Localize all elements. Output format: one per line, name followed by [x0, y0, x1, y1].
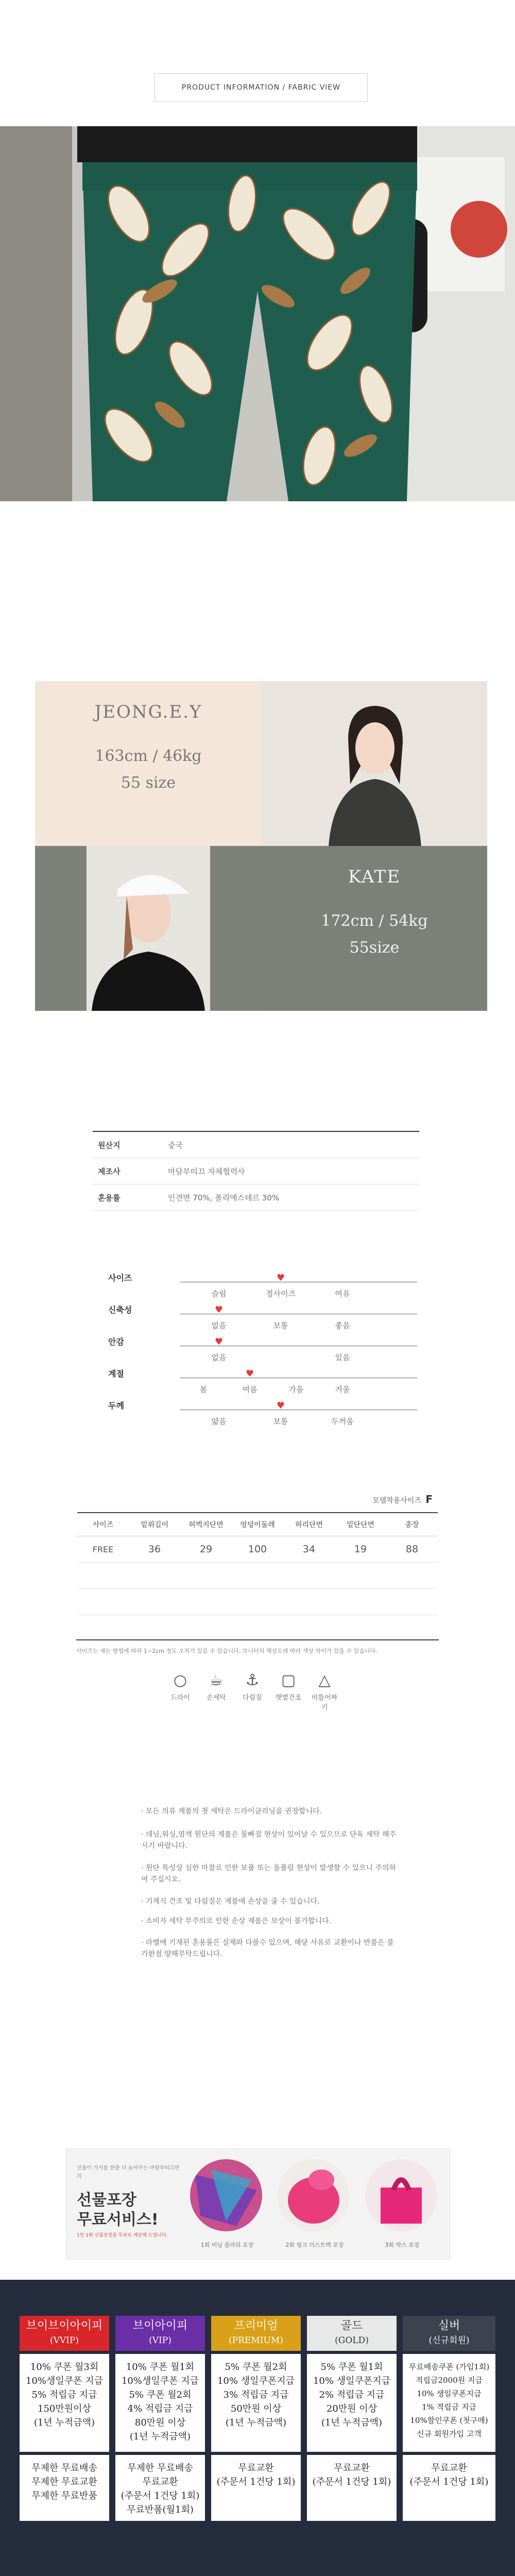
info-value: 인견면 70%, 폴리에스테르 30% — [168, 1193, 280, 1202]
scale-option: 정사이즈 — [266, 1289, 296, 1298]
size-header-cell: 허벅지단면 — [188, 1521, 224, 1529]
benefit-line: 5% 쿠폰 월2회 — [129, 2389, 192, 2400]
scale-option: 좋음 — [335, 1321, 350, 1330]
scale-option: 있음 — [335, 1353, 350, 1362]
benefit-line: 10% 생일쿠폰지급 — [217, 2376, 295, 2386]
grade-vvip — [20, 2316, 109, 2521]
benefit-line: 50만원 이상 — [230, 2403, 282, 2414]
extra-line: 무제한 무료배송 — [31, 2463, 97, 2473]
size-cell: 36 — [148, 1544, 161, 1555]
grade-benefits — [403, 2354, 495, 2452]
benefit-line: 10%생일쿠폰 지급 — [121, 2376, 199, 2386]
benefit-line: 10% 쿠폰 월3회 — [30, 2362, 99, 2372]
scale-option: 가을 — [288, 1385, 304, 1394]
care-item — [201, 1669, 232, 1702]
grade-title — [307, 2316, 397, 2351]
grade-name: 브이브이아이피 — [26, 2319, 103, 2332]
benefit-line: 80만원 이상 — [134, 2417, 186, 2428]
benefit-line: 150만원이상 — [38, 2403, 91, 2414]
empty-row — [77, 1563, 438, 1589]
size-cell: 19 — [354, 1544, 367, 1555]
scale-thickness — [103, 1399, 417, 1446]
extra-line: 무제한 무료반품 — [31, 2490, 97, 2501]
notice-text: 라벨에 기재된 혼용률은 실제와 다를수 있으며, 해당 사유로 교환이나 반품은 불가한점 양해부탁드립니다. — [141, 1939, 394, 1958]
gift-option-2-caption — [273, 2241, 356, 2249]
dry-in-shade-icon: ▢ — [281, 1671, 296, 1689]
gift-note: 1인 1회 선물포장을 무료로 제공해 드립니다. — [77, 2233, 168, 2238]
gift-option-num: 3회 — [385, 2242, 394, 2248]
notice-text: 소비자 세탁 부주의로 인한 손상 제품은 보상이 불가합니다. — [145, 1917, 332, 1925]
grade-premium — [211, 2316, 301, 2521]
grade-benefits — [115, 2354, 205, 2452]
model-1-size: 55 size — [121, 774, 176, 792]
scale-label: 계절 — [108, 1369, 124, 1379]
model-1-stats: 163cm / 46kg — [95, 747, 202, 765]
section-title: PRODUCT INFORMATION / FABRIC VIEW — [181, 83, 341, 92]
care-label: 다림질 — [243, 1694, 262, 1702]
benefit-line: 10% 생일쿠폰지급 — [417, 2389, 482, 2398]
size-header-cell: 엉덩이둘레 — [240, 1521, 275, 1529]
notice-item: · 데님,워싱,염색 원단의 제품은 물빠짐 현상이 있어날 수 있으므로 단독 세탁 해주시기 바랍니다. — [141, 1831, 397, 1850]
notice-item: · 원단 특성상 심한 마찰로 인한 보풀 또는 올풀림 현상이 발생할 수 있으니 주의하여 주십시오. — [141, 1864, 397, 1884]
ironing-icon: ⚓ — [245, 1671, 260, 1689]
gift-intro: 선물이 가지를 한층 더 높여주는 마담부띠끄만의 — [77, 2165, 180, 2179]
scale-label: 사이즈 — [108, 1273, 132, 1283]
model-2-name: KATE — [348, 867, 401, 887]
floral-pants-illustration — [0, 126, 515, 501]
care-icons — [0, 1664, 515, 1726]
extra-line: 무제한 무료배송 — [127, 2463, 193, 2473]
size-cell: 29 — [199, 1544, 213, 1555]
info-key: 혼용률 — [98, 1193, 121, 1202]
model-2-stats: 172cm / 54kg — [321, 912, 428, 930]
scale-option: 보통 — [273, 1321, 288, 1330]
benefit-line: 5% 적립금 지급 — [31, 2389, 97, 2400]
drycleaning-icon: ○ — [173, 1671, 187, 1689]
grade-title — [403, 2316, 495, 2351]
notice-text: 기계식 건조 및 다림질은 제품에 손상을 줄 수 있습니다. — [145, 1897, 320, 1906]
care-item — [309, 1669, 340, 1711]
benefit-line: 3% 적립금 지급 — [223, 2389, 289, 2400]
section-header — [154, 73, 368, 102]
model-size-caption-label: 모델착용사이즈 — [372, 1497, 421, 1505]
benefit-line: (1년 누적금액) — [33, 2417, 95, 2428]
size-cell: 100 — [248, 1544, 267, 1555]
care-item — [237, 1669, 268, 1702]
product-hero-photo — [0, 126, 515, 501]
grade-vip — [115, 2316, 205, 2521]
benefit-line: 10% 쿠폰 월1회 — [126, 2362, 195, 2372]
grade-benefits — [20, 2354, 109, 2452]
grade-extras — [115, 2455, 205, 2521]
scale-label: 안감 — [108, 1337, 124, 1347]
model-1-photo — [262, 681, 487, 846]
heart-marker-icon: ♥ — [245, 1368, 254, 1379]
gift-option-num: 2회 — [285, 2242, 295, 2248]
notice-item: · 라벨에 기재된 혼용률은 실제와 다를수 있으며, 해당 사유로 교환이나 반품은 불가한점 양해부탁드립니다. — [141, 1939, 394, 1958]
grade-sub: (VVIP) — [50, 2335, 79, 2346]
benefit-line: (1년 누적금액) — [129, 2431, 191, 2442]
scale-option: 겨울 — [335, 1385, 350, 1394]
extra-line: 무제한 무료교환 — [31, 2477, 97, 2487]
table-row — [77, 1536, 438, 1563]
info-row-maker — [93, 1158, 419, 1184]
model-section — [35, 681, 487, 1011]
info-key: 제조사 — [98, 1166, 121, 1176]
gift-option-num: 1회 — [200, 2242, 210, 2248]
size-header-cell: 밑위길이 — [140, 1521, 169, 1529]
benefit-line: 10% 생일쿠폰지급 — [313, 2376, 391, 2386]
model-2-portrait — [35, 846, 262, 1011]
heart-marker-icon: ♥ — [276, 1273, 285, 1283]
benefit-line: (1년 누적금액) — [321, 2417, 383, 2428]
scale-option: 여름 — [242, 1385, 258, 1394]
size-table — [77, 1512, 438, 1641]
grade-title — [20, 2316, 109, 2351]
grade-sub: (GOLD) — [335, 2335, 369, 2346]
extra-line: (주문서 1건당 1회) — [409, 2477, 489, 2487]
model-1-portrait — [262, 681, 487, 846]
benefit-line: 20만원 이상 — [326, 2403, 377, 2414]
benefit-line: 무료배송쿠폰 (가입1회) — [408, 2362, 490, 2371]
gift-option-2-image — [278, 2159, 350, 2231]
care-label: 비틀어짜기 — [311, 1694, 338, 1711]
grade-benefits — [211, 2354, 301, 2452]
model-2-size: 55size — [349, 939, 400, 957]
info-value: 마담부띠끄 자체협력사 — [168, 1166, 245, 1176]
model-size-value: F — [425, 1493, 433, 1505]
extra-line: 무료교환 — [142, 2477, 178, 2487]
grade-name: 골드 — [340, 2319, 363, 2332]
scale-option: 없음 — [211, 1321, 227, 1330]
extra-line: (주문서 1건당 1회) — [216, 2477, 296, 2487]
gift-option-1-caption — [186, 2241, 268, 2249]
extra-line: (주문서 1건당 1회) — [121, 2490, 200, 2501]
care-label: 햇볕건조 — [275, 1694, 302, 1702]
empty-row — [77, 1589, 438, 1615]
grade-silver — [403, 2316, 495, 2521]
care-label: 드라이 — [170, 1694, 190, 1702]
extra-line: (주문서 1건당 1회) — [312, 2477, 391, 2487]
gift-title-line2: 무료서비스! — [77, 2211, 159, 2229]
size-header-cell: 총장 — [405, 1521, 419, 1529]
grade-title — [115, 2316, 205, 2351]
benefit-line: 신규 회원가입 고객 — [417, 2429, 482, 2438]
scale-option: 보통 — [273, 1417, 288, 1426]
benefit-line: 5% 쿠폰 월1회 — [320, 2362, 383, 2372]
model-2-photo — [35, 846, 262, 1011]
benefit-line: 10%할인쿠폰 (첫구매) — [410, 2416, 488, 2425]
scale-label: 두께 — [108, 1401, 124, 1411]
heart-marker-icon: ♥ — [214, 1336, 224, 1347]
benefit-line: 5% 쿠폰 월2회 — [225, 2362, 287, 2372]
benefit-line: 1% 적립금 지급 — [422, 2402, 476, 2412]
info-key: 원산지 — [98, 1140, 121, 1150]
benefit-line: 10%생일쿠폰 지급 — [25, 2376, 104, 2386]
heart-marker-icon: ♥ — [276, 1400, 285, 1411]
grade-extras — [20, 2455, 109, 2521]
info-row-origin — [93, 1132, 419, 1158]
benefit-line: 4% 적립금 지급 — [127, 2403, 193, 2414]
grade-name: 브이아이피 — [132, 2319, 188, 2332]
benefit-line: (1년 누적금액) — [225, 2417, 287, 2428]
info-row-material — [93, 1184, 419, 1211]
scale-option: 봄 — [199, 1385, 208, 1394]
scale-option: 얇음 — [211, 1417, 227, 1426]
gift-option-3-image — [365, 2159, 437, 2231]
handwash-icon: ☕ — [209, 1671, 224, 1689]
grade-extras — [403, 2455, 495, 2521]
model-1-name: JEONG.E.Y — [94, 702, 202, 722]
care-item — [273, 1669, 304, 1702]
size-table-header — [77, 1512, 438, 1536]
size-header-cell: 사이즈 — [92, 1521, 114, 1529]
gift-option-1-image — [190, 2159, 262, 2231]
grade-sub: (VIP) — [149, 2335, 171, 2346]
size-cell: 34 — [302, 1544, 316, 1555]
gift-option-label: 박스 포장 — [396, 2242, 420, 2248]
scale-option: 슬림 — [211, 1289, 227, 1298]
model-size-caption — [355, 1493, 433, 1505]
size-cell: 88 — [405, 1544, 419, 1555]
grade-extras — [211, 2455, 301, 2521]
notice-item: · 소비자 세탁 부주의로 인한 손상 제품은 보상이 불가합니다. — [141, 1917, 332, 1925]
model-2-info-panel — [262, 846, 487, 1011]
scale-label: 신축성 — [108, 1305, 132, 1315]
benefit-line: 2% 적립금 지급 — [319, 2389, 385, 2400]
grade-extras — [307, 2455, 397, 2521]
heart-marker-icon: ♥ — [214, 1304, 224, 1315]
care-label: 손세탁 — [207, 1694, 226, 1702]
gift-wrap-banner — [66, 2148, 450, 2260]
extra-line: 무료교환 — [238, 2463, 274, 2473]
scale-option: 없음 — [211, 1353, 227, 1362]
extra-line: 무료교환 — [334, 2463, 370, 2473]
model-1-info-panel — [35, 681, 262, 846]
grade-benefits — [307, 2354, 397, 2452]
no-bleach-icon: △ — [318, 1671, 331, 1689]
grade-name: 실버 — [438, 2319, 460, 2332]
empty-row — [77, 1615, 438, 1641]
notice-text: 데님,워싱,염색 원단의 제품은 물빠짐 현상이 있어날 수 있으므로 단독 세탁 해주시기 바랍니다. — [141, 1831, 397, 1850]
extra-line: 무료교환 — [431, 2463, 467, 2473]
grade-title — [211, 2316, 301, 2351]
notice-item: · 모든 의류 제품의 첫 세탁은 드라이클리닝을 권장합니다. — [141, 1807, 322, 1816]
size-header-cell: 허리단면 — [295, 1521, 323, 1529]
benefit-line: 적립금2000원 지급 — [416, 2376, 483, 2385]
grade-sub: (PREMIUM) — [229, 2335, 283, 2346]
info-value: 중국 — [168, 1140, 183, 1150]
grade-name: 프리미엄 — [234, 2319, 278, 2332]
gift-option-label: 링크 더스트백 포장 — [296, 2242, 344, 2248]
gift-option-label: 비닐 플라워 포장 — [211, 2242, 254, 2248]
gift-option-3-caption — [361, 2241, 443, 2249]
scale-option: 여유 — [335, 1289, 350, 1298]
scale-option: 두꺼움 — [331, 1417, 354, 1426]
care-item — [165, 1669, 196, 1702]
extra-line: 무료반품(월1회) — [127, 2504, 194, 2515]
size-header-cell: 밑단단면 — [346, 1521, 375, 1529]
notice-item: · 기계식 건조 및 다림질은 제품에 손상을 줄 수 있습니다. — [141, 1897, 320, 1906]
product-info-table — [93, 1131, 419, 1211]
notice-text: 모든 의류 제품의 첫 세탁은 드라이클리닝을 권장합니다. — [145, 1807, 322, 1816]
size-note: 사이즈는 재는 방법에 따라 1~2cm 정도 오차가 있을 수 있습니다. 모니터의 해상도에 따라 색상 차이가 있을 수 있습니다. — [76, 1639, 439, 1655]
grade-gold — [307, 2316, 397, 2521]
grade-sub: (신규회원) — [428, 2335, 470, 2346]
size-cell: FREE — [92, 1544, 114, 1554]
gift-title-line1: 선물포장 — [77, 2191, 136, 2209]
notice-text: 원단 특성상 심한 마찰로 인한 보풀 또는 올풀림 현상이 발생할 수 있으니 주의하여 주십시오. — [141, 1864, 397, 1884]
